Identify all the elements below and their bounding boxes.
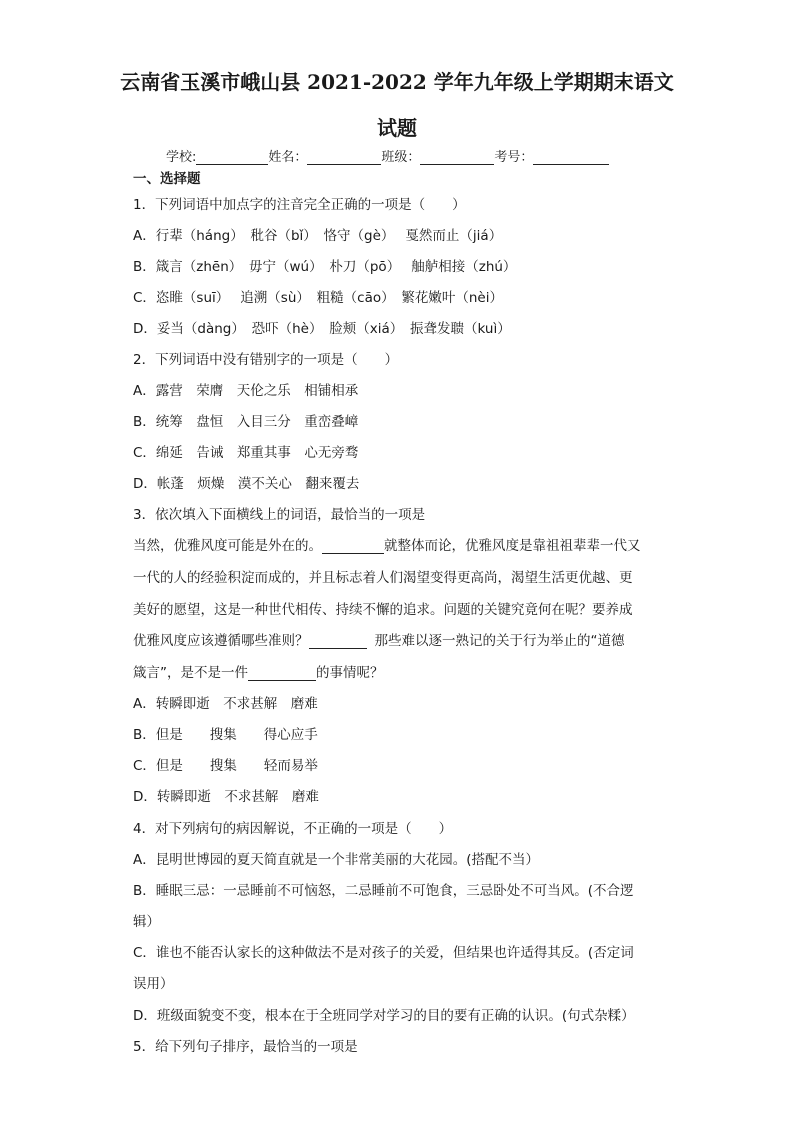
question-2-option-b: B．统筹 盘恒 入目三分 重峦叠嶂 <box>133 414 359 430</box>
fill-blank-2[interactable] <box>309 634 367 649</box>
question-2-option-c: C．绵延 告诫 郑重其事 心无旁骛 <box>133 445 359 461</box>
question-3-stem: 3．依次填入下面横线上的词语，最恰当的一项是 <box>133 507 426 523</box>
question-2-option-d: D．帐蓬 烦燥 漠不关心 翻来覆去 <box>133 476 360 492</box>
class-blank[interactable] <box>420 150 494 165</box>
question-2-stem: 2．下列词语中没有错别字的一项是（ ） <box>133 352 399 368</box>
question-1-option-a: A．行辈（háng） 秕谷（bǐ） 恪守（gè） 戛然而止（jiá） <box>133 228 503 244</box>
passage-text: 的事情呢？ <box>316 665 384 681</box>
question-3-option-a: A．转瞬即逝 不求甚解 磨难 <box>133 696 318 712</box>
passage-text: 箴言”，是不是一件 <box>133 665 248 681</box>
class-label: 班级： <box>381 150 421 165</box>
fill-blank-3[interactable] <box>248 666 316 681</box>
number-label: 考号： <box>494 150 534 165</box>
fill-blank-1[interactable] <box>322 539 384 554</box>
question-3-passage-line3: 美好的愿望，这是一种世代相传、持续不懈的追求。问题的关键究竟何在呢？要养成 <box>133 602 633 618</box>
question-3-option-b: B．但是 搜集 得心应手 <box>133 727 318 743</box>
question-1-option-b: B．箴言（zhēn） 毋宁（wú） 朴刀（pō） 舳舻相接（zhú） <box>133 259 517 275</box>
name-blank[interactable] <box>307 150 381 165</box>
question-4-option-a: A．昆明世博园的夏天简直就是一个非常美丽的大花园。(搭配不当） <box>133 852 540 868</box>
question-2-option-a: A．露营 荣膺 天伦之乐 相铺相承 <box>133 383 359 399</box>
student-info-row <box>166 146 609 165</box>
school-blank[interactable] <box>196 150 268 165</box>
number-blank[interactable] <box>533 150 609 165</box>
passage-text: 当然，优雅风度可能是外在的。 <box>133 538 322 554</box>
question-3-passage-line4 <box>133 629 625 649</box>
question-4-option-b-line2: 辑） <box>133 914 160 930</box>
school-label: 学校: <box>166 150 197 165</box>
question-4-option-c-line1: C．谁也不能否认家长的这种做法不是对孩子的关爱，但结果也许适得其反。(否定词 <box>133 945 634 961</box>
question-3-option-d: D．转瞬即逝 不求甚解 磨难 <box>133 789 319 805</box>
question-4-option-c-line2: 误用） <box>133 976 174 992</box>
passage-text: 那些难以逐一熟记的关于行为举止的“道德 <box>374 633 625 649</box>
question-5-stem: 5．给下列句子排序，最恰当的一项是 <box>133 1039 358 1055</box>
question-3-option-c: C．但是 搜集 轻而易举 <box>133 758 318 774</box>
question-4-option-b-line1: B．睡眠三忌：一忌睡前不可恼怒，二忌睡前不可饱食，三忌卧处不可当风。(不合逻 <box>133 883 634 899</box>
exam-title-line2: 试题 <box>377 116 417 140</box>
section-heading: 一、选择题 <box>133 171 201 187</box>
exam-title-line1: 云南省玉溪市峨山县 2021-2022 学年九年级上学期期末语文 <box>120 70 674 94</box>
passage-text: 就整体而论，优雅风度是靠祖祖辈辈一代又 <box>384 538 641 554</box>
question-3-passage-line1 <box>133 534 641 554</box>
question-1-option-c: C．恣睢（suī） 追溯（sù） 粗糙（cāo） 繁花嫩叶（nèi） <box>133 290 503 306</box>
question-4-stem: 4．对下列病句的病因解说，不正确的一项是（ ） <box>133 821 453 837</box>
question-3-passage-line5 <box>133 661 384 681</box>
question-1-option-d: D．妥当（dàng） 恐吓（hè） 脸颊（xiá） 振聋发聩（kuì） <box>133 321 511 337</box>
question-1-stem: 1．下列词语中加点字的注音完全正确的一项是（ ） <box>133 197 466 213</box>
question-4-option-d: D．班级面貌变不变，根本在于全班同学对学习的目的要有正确的认识。(句式杂糅） <box>133 1008 635 1024</box>
name-label: 姓名： <box>268 150 308 165</box>
question-3-passage-line2: 一代的人的经验积淀而成的，并且标志着人们渴望变得更高尚，渴望生活更优越、更 <box>133 570 633 586</box>
passage-text: 优雅风度应该遵循哪些准则？ <box>133 633 309 649</box>
